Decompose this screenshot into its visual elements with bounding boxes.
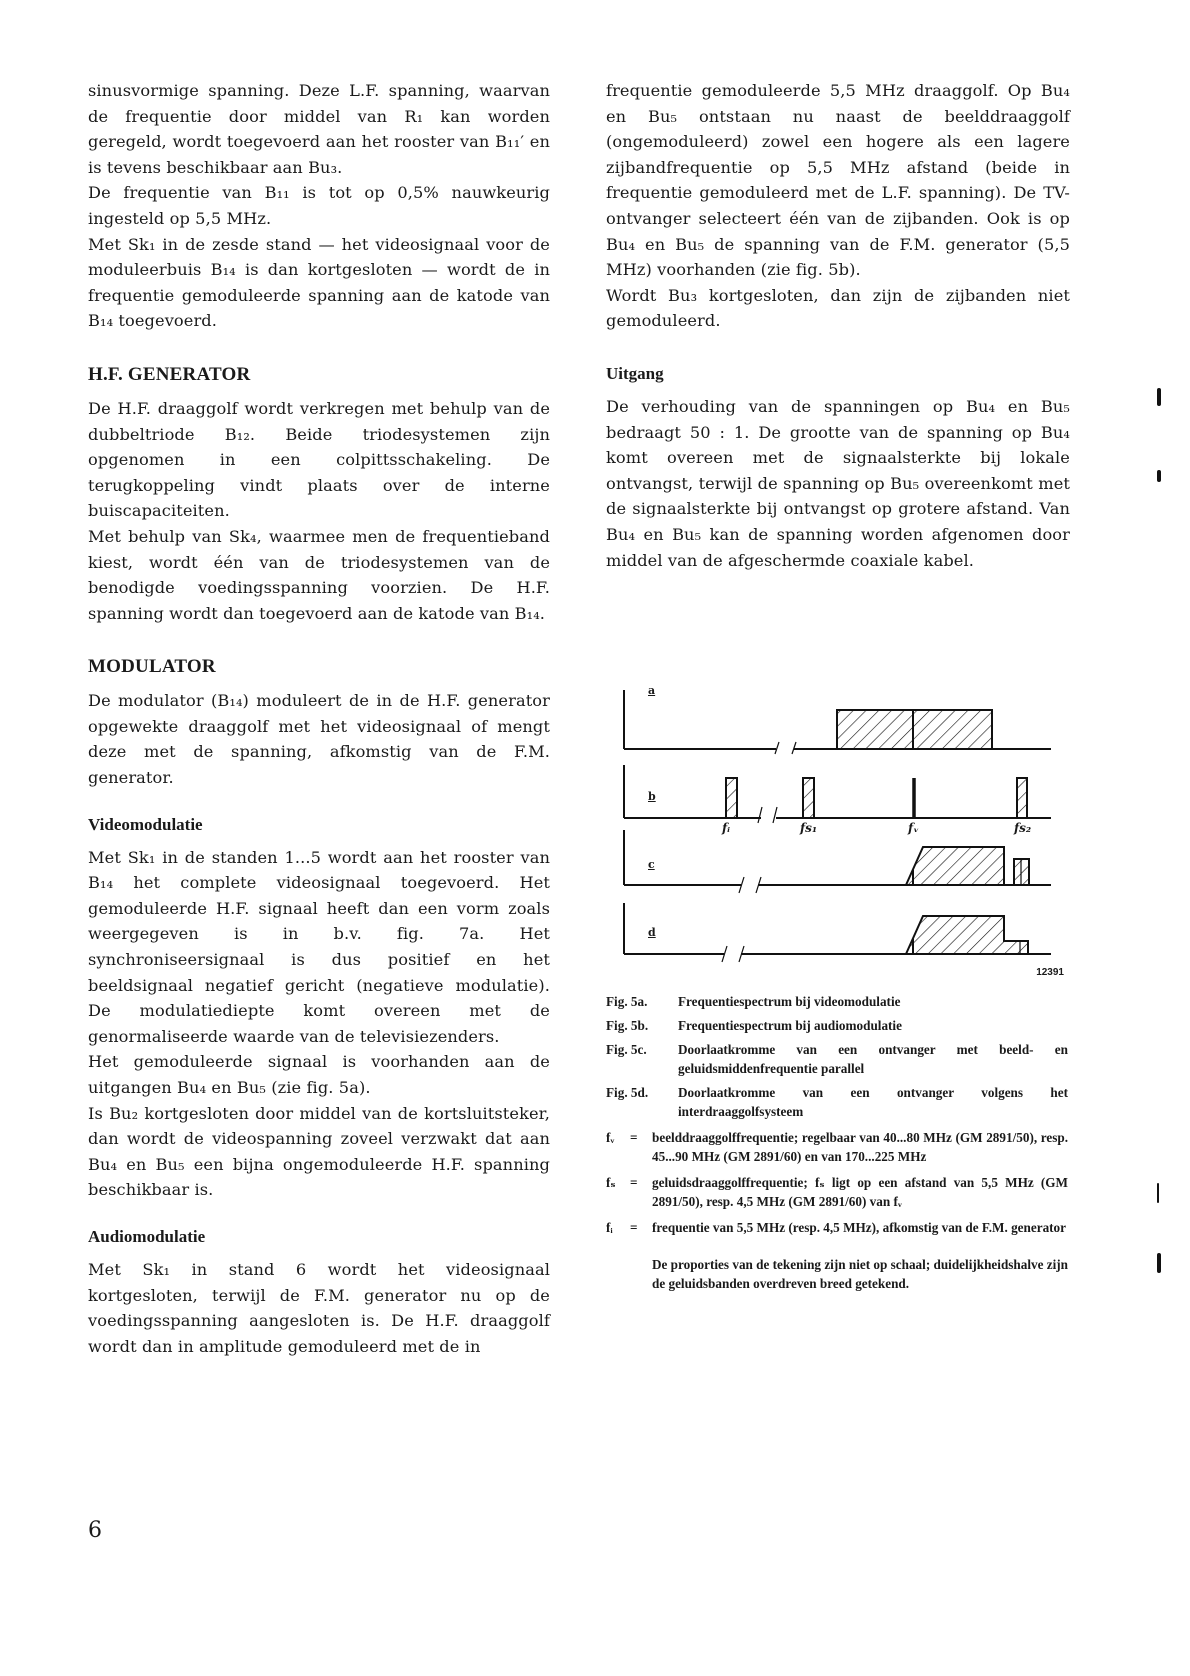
figure-note: De proporties van de tekening zijn niet op schaal; duidelijkheidshalve zijn de geluidsbanden overdreven breed getekend. (652, 1257, 1068, 1291)
figure-id: 12391 (1036, 967, 1064, 978)
definition-symbol: fᵥ (606, 1130, 615, 1145)
scan-artifact (1157, 470, 1161, 482)
definition-equals: = (630, 1175, 638, 1190)
tick-label-fs1: fs₁ (800, 821, 818, 835)
definition-symbol: fᵢ (606, 1220, 613, 1235)
left-column (88, 78, 550, 1359)
caption-key: Fig. 5c. (606, 1042, 647, 1057)
definition-equals: = (630, 1130, 638, 1145)
paragraph: Het gemoduleerde signaal is voorhanden aan de uitgangen Bu₄ en Bu₅ (zie fig. 5a). (88, 1052, 550, 1097)
caption-key: Fig. 5d. (606, 1085, 649, 1100)
caption-text: Doorlaatkromme van een ontvanger volgens het interdraaggolfsysteem (678, 1085, 1068, 1119)
tick-label-fi: fᵢ (722, 821, 731, 835)
caption-5c (606, 1040, 1068, 1078)
paragraph: Is Bu₂ kortgesloten door middel van de kortsluitsteker, dan wordt de videospanning zoveel verzwakt dat aan Bu₄ en Bu₅ een bijna ongemoduleerde H.F. spanning beschikbaar is. (88, 1103, 550, 1200)
paragraph: De H.F. draaggolf wordt verkregen met behulp van de dubbeltriode B₁₂. Beide triodesystemen zijn opgenomen in een colpittsschakeling. De terugkoppeling vindt plaats over de interne buiscapaciteiten. (88, 398, 550, 521)
paragraph: Wordt Bu₃ kortgesloten, dan zijn de zijbanden niet gemoduleerd. (606, 285, 1070, 331)
subsection-heading-videomodulatie: Videomodulatie (88, 814, 203, 834)
caption-text: Frequentiespectrum bij audiomodulatie (678, 1018, 902, 1033)
section-heading-hf-generator: H.F. GENERATOR (88, 363, 251, 385)
scan-artifact (1157, 1253, 1161, 1273)
paragraph: De modulator (B₁₄) moduleert de in de H.F. generator opgewekte draaggolf met het videosignaal of mengt deze met de spanning, afkomstig van de F.M. generator. (88, 691, 550, 788)
definition-equals: = (630, 1220, 638, 1235)
definition-symbol: fₛ (606, 1175, 616, 1190)
definition-text: beelddraaggolffrequentie; regelbaar van 40...80 MHz (GM 2891/50), resp. 45...90 MHz (GM 2891/60) en van 170...225 MHz (652, 1130, 1068, 1164)
spectrum-diagram (606, 690, 1076, 970)
panel-label-d: d (648, 926, 656, 939)
definition-fv (606, 1128, 1068, 1166)
caption-5d (606, 1083, 1068, 1121)
definition-fs (606, 1173, 1068, 1211)
caption-5a (606, 992, 1068, 1011)
paragraph: Met behulp van Sk₄, waarmee men de frequentieband kiest, wordt één van de triodesystemen van de benodigde voedingsspanning voorzien. De H.F. spanning wordt dan toegevoerd aan de katode van B₁₄. (88, 526, 550, 623)
subsection-heading-uitgang: Uitgang (606, 363, 664, 383)
paragraph: Met Sk₁ in de zesde stand — het videosignaal voor de moduleerbuis B₁₄ is dan kortgesloten — wordt de in frequentie gemoduleerde spanning aan de katode van B₁₄ toegevoerd. (88, 234, 550, 331)
panel-label-c: c (648, 858, 655, 871)
caption-key: Fig. 5a. (606, 994, 648, 1009)
definition-fi (606, 1218, 1068, 1237)
tick-label-fs2: fs₂ (1014, 821, 1032, 835)
panel-label-b: b (648, 790, 656, 803)
scan-artifact (1157, 388, 1161, 406)
caption-text: Doorlaatkromme van een ontvanger met beeld- en geluidsmiddenfrequentie parallel (678, 1042, 1068, 1076)
subsection-heading-audiomodulatie: Audiomodulatie (88, 1226, 206, 1246)
paragraph: Met Sk₁ in de standen 1...5 wordt aan het rooster van B₁₄ het complete videosignaal toegevoerd. Het gemoduleerde H.F. signaal heeft dan een vorm zoals weergegeven is in b.v. fig. 7a. Het synchroniseersignaal is dus positief en het beeldsignaal negatief gericht (negatieve modulatie). De modulatiediepte komt overeen met de genormaliseerde waarde van de televisiezenders. (88, 847, 550, 1046)
definition-text: frequentie van 5,5 MHz (resp. 4,5 MHz), afkomstig van de F.M. generator (652, 1220, 1067, 1235)
section-heading-modulator: MODULATOR (88, 656, 216, 678)
figure-5-frequency-spectra (606, 684, 1076, 985)
caption-5b (606, 1016, 1068, 1035)
caption-text: Frequentiespectrum bij videomodulatie (678, 994, 901, 1009)
paragraph: De frequentie van B₁₁ is tot op 0,5% nauwkeurig ingesteld op 5,5 MHz. (88, 183, 550, 228)
paragraph: frequentie gemoduleerde 5,5 MHz draaggolf. Op Bu₄ en Bu₅ ontstaan nu naast de beelddraaggolf (ongemoduleerd) zowel een hogere als een lagere zijbandfrequentie op 5,5 MHz afstand (beide in frequentie gemoduleerd met de L.F. spanning). De TV-ontvanger selecteert één van de zijbanden. Ook is op Bu₄ en Bu₅ de spanning van de F.M. generator (5,5 MHz) voorhanden (zie fig. 5b). (606, 81, 1070, 280)
right-column (606, 78, 1070, 573)
paragraph: De verhouding van de spanningen op Bu₄ en Bu₅ bedraagt 50 : 1. De grootte van de spanning op Bu₄ komt overeen met de signaalsterkte bij lokale ontvangst, terwijl de spanning op Bu₅ overeenkomt met de signaalsterkte bij ontvangst op grotere afstand. Van Bu₄ en Bu₅ kan de spanning worden afgenomen door middel van de afgeschermde coaxiale kabel. (606, 396, 1070, 570)
panel-label-a: a (648, 684, 656, 697)
figure-captions (606, 992, 1068, 1293)
definition-text: geluidsdraaggolffrequentie; fₛ ligt op een afstand van 5,5 MHz (GM 2891/50), resp. 4,5 MHz (GM 2891/60) van fᵥ (652, 1175, 1068, 1209)
caption-key: Fig. 5b. (606, 1018, 649, 1033)
paragraph: Met Sk₁ in stand 6 wordt het videosignaal kortgesloten, terwijl de F.M. generator nu op de voedingsspanning aangesloten is. De H.F. draaggolf wordt dan in amplitude gemoduleerd met de in (88, 1259, 550, 1356)
paragraph: sinusvormige spanning. Deze L.F. spanning, waarvan de frequentie door middel van R₁ kan worden geregeld, wordt toegevoerd aan het rooster van B₁₁′ en is tevens beschikbaar aan Bu₃. (88, 81, 550, 177)
scan-artifact (1157, 1183, 1159, 1203)
page-number: 6 (88, 1518, 102, 1543)
tick-label-fv: fᵥ (908, 821, 920, 835)
